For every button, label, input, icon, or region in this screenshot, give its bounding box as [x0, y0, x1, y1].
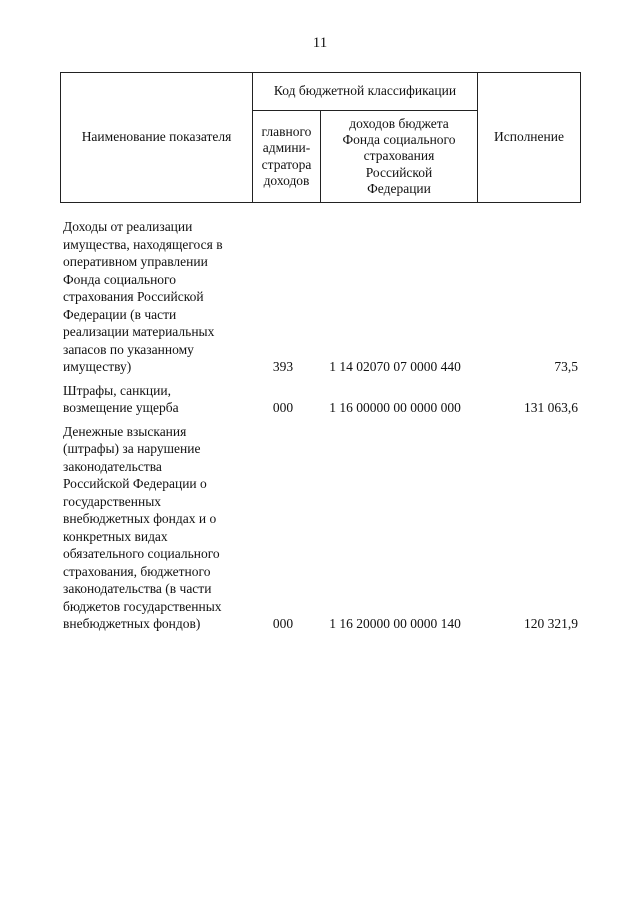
- header-admin-line: доходов: [263, 172, 310, 188]
- row-name: [60, 218, 243, 376]
- header-name-column: Наименование показателя: [61, 73, 253, 203]
- row-name-line: возмещение ущерба: [63, 400, 179, 415]
- row-name-line: Федерации (в части: [63, 306, 177, 322]
- row-name-line: страхования Российской: [63, 289, 204, 304]
- row-admin-code: 393: [272, 359, 294, 374]
- row-name: [60, 423, 243, 633]
- table-header: [60, 72, 581, 203]
- row-name-line: бюджетов государственных: [63, 598, 222, 614]
- row-name-line: Доходы от реализации: [63, 219, 193, 234]
- row-name-line: Денежные взыскания: [63, 423, 187, 439]
- row-name-line: внебюджетных фондах и о: [63, 511, 217, 526]
- header-budget-column: [321, 111, 478, 203]
- row-name-line: Российской Федерации о: [63, 476, 207, 491]
- header-code-group: Код бюджетной классификации: [253, 73, 478, 111]
- table-body: [60, 218, 580, 633]
- table-row: [60, 423, 580, 633]
- header-admin-line: главного: [261, 124, 312, 140]
- header-admin-line: стратора: [261, 156, 312, 172]
- row-budget-code: 1 16 00000 00 0000 000: [329, 400, 461, 415]
- table-row: [60, 382, 580, 417]
- row-name-line: конкретных видах: [63, 528, 168, 544]
- row-name-line: имущества, находящегося в: [63, 236, 223, 252]
- row-name-line: реализации материальных: [63, 324, 215, 339]
- header-budget-line: страхования: [363, 148, 435, 164]
- row-amount: 120 321,9: [524, 616, 578, 631]
- row-name-line: обязательного социального: [63, 546, 220, 561]
- row-name-line: законодательства (в части: [63, 581, 212, 596]
- row-name-line: Штрафы, санкции,: [63, 382, 171, 398]
- row-budget-code: 1 14 02070 07 0000 440: [329, 359, 461, 374]
- row-name-line: законодательства: [63, 458, 162, 474]
- header-execution-column: Исполнение: [478, 73, 581, 203]
- header-budget-line: Фонда социального: [342, 132, 456, 148]
- table-row: [60, 218, 580, 376]
- row-name-line: Фонда социального: [63, 271, 176, 287]
- row-name-line: внебюджетных фондов): [63, 616, 201, 631]
- header-admin-line: админи-: [262, 140, 311, 156]
- row-admin-code: 000: [272, 616, 294, 631]
- page-number: 11: [312, 35, 328, 51]
- header-budget-line: Федерации: [367, 180, 431, 196]
- row-admin-code: 000: [272, 400, 294, 415]
- row-name-line: (штрафы) за нарушение: [63, 441, 201, 456]
- row-name-line: государственных: [63, 493, 162, 509]
- row-amount: 73,5: [554, 359, 578, 374]
- row-name: [60, 382, 243, 417]
- row-name-line: оперативном управлении: [63, 254, 208, 269]
- row-budget-code: 1 16 20000 00 0000 140: [329, 616, 461, 631]
- row-amount: 131 063,6: [524, 400, 578, 415]
- header-budget-line: Российской: [365, 164, 433, 180]
- row-name-line: запасов по указанному: [63, 341, 194, 357]
- row-name-line: имуществу): [63, 359, 132, 374]
- row-name-line: страхования, бюджетного: [63, 563, 211, 579]
- header-admin-column: [253, 111, 321, 203]
- header-budget-line: доходов бюджета: [349, 116, 449, 132]
